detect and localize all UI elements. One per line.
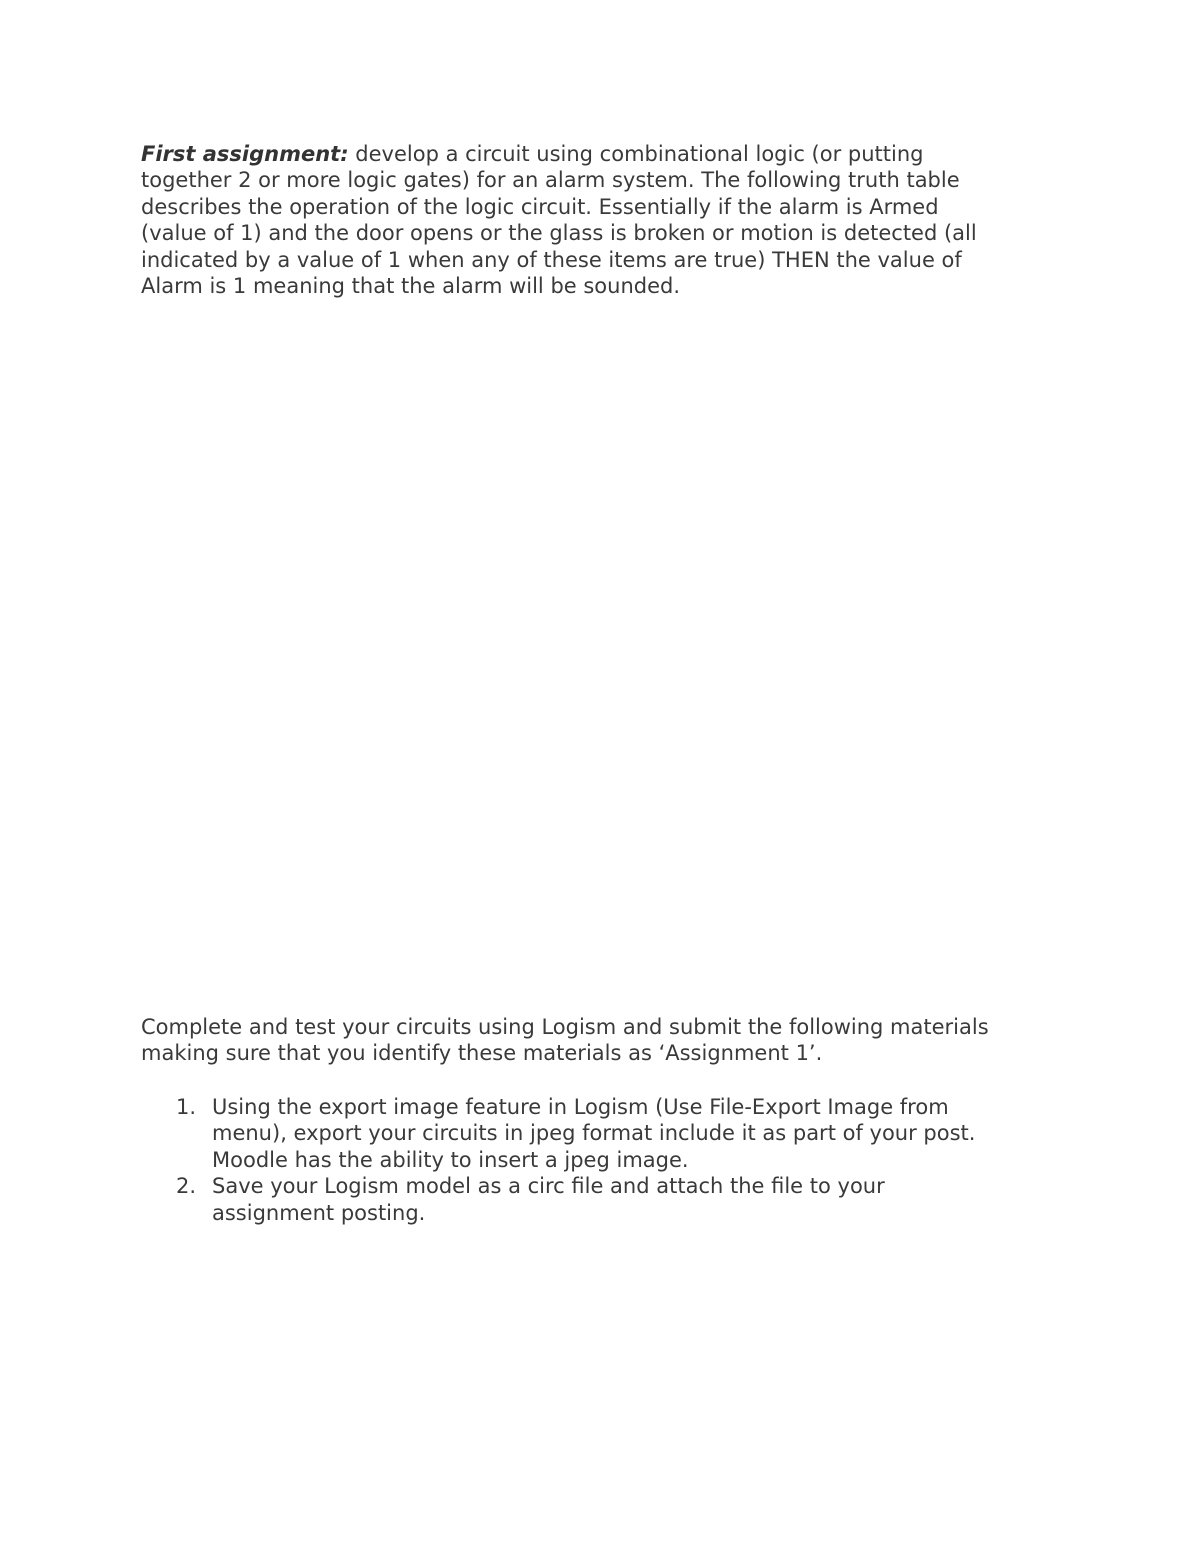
intro-line: (value of 1) and the door opens or the glass is broken or motion is detected (all bbox=[141, 221, 977, 246]
instructions-line: Complete and test your circuits using Logism and submit the following materials bbox=[141, 1015, 989, 1039]
step-line: Save your Logism model as a circ file and attach the file to your bbox=[212, 1174, 885, 1199]
step-line: Moodle has the ability to insert a jpeg image. bbox=[212, 1147, 689, 1172]
step-number: 1. bbox=[176, 1095, 197, 1119]
intro-line: indicated by a value of 1 when any of these items are true) THEN the value of bbox=[141, 247, 962, 272]
step-number: 2. bbox=[176, 1174, 197, 1199]
intro-lead: First assignment: bbox=[141, 142, 349, 166]
intro-line: Alarm is 1 meaning that the alarm will be sounded. bbox=[141, 274, 681, 299]
instructions-line: making sure that you identify these materials as ‘Assignment 1’. bbox=[141, 1041, 823, 1066]
step-item bbox=[141, 1094, 1041, 1173]
intro-paragraph bbox=[141, 141, 1061, 299]
step-item bbox=[141, 1173, 1041, 1226]
intro-line: together 2 or more logic gates) for an alarm system. The following truth table bbox=[141, 168, 960, 193]
intro-line: describes the operation of the logic circuit. Essentially if the alarm is Armed bbox=[141, 194, 939, 219]
step-line: assignment posting. bbox=[212, 1200, 426, 1225]
step-line: Using the export image feature in Logism (Use File-Export Image from bbox=[212, 1095, 949, 1119]
step-line: menu), export your circuits in jpeg format include it as part of your post. bbox=[212, 1121, 976, 1146]
steps-list bbox=[141, 1094, 1041, 1226]
instructions-paragraph bbox=[141, 1014, 1071, 1067]
intro-line: develop a circuit using combinational logic (or putting bbox=[348, 142, 924, 166]
